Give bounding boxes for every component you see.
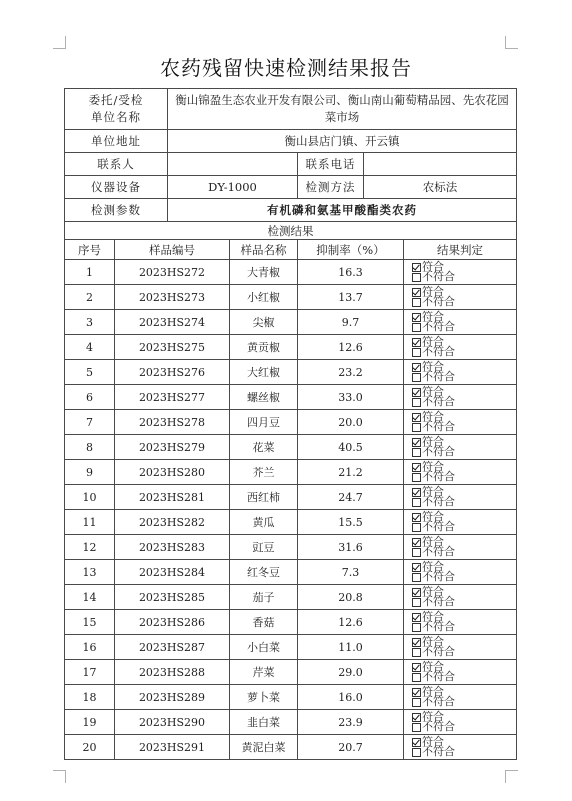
table-row <box>65 260 517 285</box>
row-judgement <box>404 360 517 385</box>
judge-option-label: 符合 <box>422 510 444 523</box>
param-label: 检测参数 <box>65 199 168 222</box>
judge-option-fail <box>412 672 516 682</box>
row-inhibition-rate: 24.7 <box>298 485 404 510</box>
judge-option-label: 符合 <box>422 285 444 298</box>
row-sample-code: 2023HS278 <box>115 410 230 435</box>
row-sample-code: 2023HS287 <box>115 635 230 660</box>
table-row <box>65 735 517 760</box>
section-title: 检测结果 <box>65 222 517 240</box>
checkbox-icon[interactable] <box>412 698 421 707</box>
checked-checkbox-icon[interactable] <box>412 438 421 447</box>
row-no: 13 <box>65 560 115 585</box>
judge-option-label: 不符合 <box>422 345 455 358</box>
column-header-name: 样品名称 <box>230 240 298 260</box>
row-no: 15 <box>65 610 115 635</box>
row-no: 6 <box>65 385 115 410</box>
judge-option-label: 不符合 <box>422 270 455 283</box>
corner-mark-top-left <box>53 36 66 49</box>
row-sample-name: 红冬豆 <box>230 560 298 585</box>
row-judgement <box>404 260 517 285</box>
judge-option-label: 符合 <box>422 335 444 348</box>
judge-option-label: 不符合 <box>422 470 455 483</box>
phone-label: 联系电话 <box>298 153 364 176</box>
row-sample-name: 韭白菜 <box>230 710 298 735</box>
row-sample-name: 尖椒 <box>230 310 298 335</box>
judge-option-label: 不符合 <box>422 645 455 658</box>
checkbox-icon[interactable] <box>412 473 421 482</box>
table-row <box>65 560 517 585</box>
row-sample-name: 小红椒 <box>230 285 298 310</box>
row-sample-name: 小白菜 <box>230 635 298 660</box>
phone-value <box>364 153 517 176</box>
row-inhibition-rate: 20.0 <box>298 410 404 435</box>
row-sample-name: 四月豆 <box>230 410 298 435</box>
row-judgement <box>404 585 517 610</box>
judge-option-label: 符合 <box>422 685 444 698</box>
row-inhibition-rate: 31.6 <box>298 535 404 560</box>
table-row <box>65 685 517 710</box>
judge-option-label: 不符合 <box>422 520 455 533</box>
judge-option-fail <box>412 297 516 307</box>
judge-option-fail <box>412 372 516 382</box>
device-label: 仪器设备 <box>65 176 168 199</box>
address-value: 衡山县店门镇、开云镇 <box>168 130 517 153</box>
judge-option-label: 符合 <box>422 535 444 548</box>
row-sample-code: 2023HS281 <box>115 485 230 510</box>
method-label: 检测方法 <box>298 176 364 199</box>
checkbox-icon[interactable] <box>412 723 421 732</box>
judge-option-label: 不符合 <box>422 720 455 733</box>
checked-checkbox-icon[interactable] <box>412 288 421 297</box>
table-row <box>65 510 517 535</box>
row-inhibition-rate: 15.5 <box>298 510 404 535</box>
row-sample-code: 2023HS275 <box>115 335 230 360</box>
judge-option-label: 不符合 <box>422 395 455 408</box>
judge-option-fail <box>412 397 516 407</box>
judge-option-fail <box>412 722 516 732</box>
row-sample-name: 大红椒 <box>230 360 298 385</box>
judge-option-label: 符合 <box>422 710 444 723</box>
row-no: 17 <box>65 660 115 685</box>
row-no: 20 <box>65 735 115 760</box>
row-sample-code: 2023HS283 <box>115 535 230 560</box>
row-no: 19 <box>65 710 115 735</box>
row-sample-code: 2023HS282 <box>115 510 230 535</box>
judge-option-fail <box>412 497 516 507</box>
checkbox-icon[interactable] <box>412 398 421 407</box>
row-inhibition-rate: 9.7 <box>298 310 404 335</box>
judge-option-label: 符合 <box>422 735 444 748</box>
row-inhibition-rate: 20.8 <box>298 585 404 610</box>
checked-checkbox-icon[interactable] <box>412 738 421 747</box>
table-row <box>65 285 517 310</box>
checked-checkbox-icon[interactable] <box>412 463 421 472</box>
row-judgement <box>404 610 517 635</box>
table-row <box>65 360 517 385</box>
judge-option-label: 符合 <box>422 585 444 598</box>
judge-option-label: 不符合 <box>422 670 455 683</box>
judge-option-label: 不符合 <box>422 620 455 633</box>
judge-option-label: 符合 <box>422 310 444 323</box>
judge-option-label: 不符合 <box>422 695 455 708</box>
judge-option-label: 符合 <box>422 385 444 398</box>
judge-option-fail <box>412 272 516 282</box>
address-label: 单位地址 <box>65 130 168 153</box>
judge-option-fail <box>412 647 516 657</box>
table-row <box>65 585 517 610</box>
row-no: 10 <box>65 485 115 510</box>
checkbox-icon[interactable] <box>412 373 421 382</box>
checkbox-icon[interactable] <box>412 448 421 457</box>
judge-option-label: 不符合 <box>422 745 455 758</box>
row-judgement <box>404 685 517 710</box>
row-sample-name: 黄瓜 <box>230 510 298 535</box>
row-no: 11 <box>65 510 115 535</box>
row-judgement <box>404 385 517 410</box>
judge-option-fail <box>412 322 516 332</box>
client-label: 委托/受检 单位名称 <box>65 89 168 130</box>
judge-option-label: 不符合 <box>422 370 455 383</box>
row-sample-code: 2023HS280 <box>115 460 230 485</box>
checked-checkbox-icon[interactable] <box>412 713 421 722</box>
row-sample-name: 黄贡椒 <box>230 335 298 360</box>
row-sample-name: 黄泥白菜 <box>230 735 298 760</box>
judge-option-fail <box>412 472 516 482</box>
row-sample-name: 萝卜菜 <box>230 685 298 710</box>
row-inhibition-rate: 40.5 <box>298 435 404 460</box>
row-no: 3 <box>65 310 115 335</box>
checkbox-icon[interactable] <box>412 548 421 557</box>
checked-checkbox-icon[interactable] <box>412 513 421 522</box>
judge-option-label: 不符合 <box>422 320 455 333</box>
row-judgement <box>404 460 517 485</box>
table-row <box>65 385 517 410</box>
row-no: 9 <box>65 460 115 485</box>
row-sample-name: 西红柿 <box>230 485 298 510</box>
checked-checkbox-icon[interactable] <box>412 338 421 347</box>
row-inhibition-rate: 23.2 <box>298 360 404 385</box>
row-inhibition-rate: 11.0 <box>298 635 404 660</box>
row-sample-name: 螺丝椒 <box>230 385 298 410</box>
row-inhibition-rate: 23.9 <box>298 710 404 735</box>
row-inhibition-rate: 12.6 <box>298 610 404 635</box>
table-row <box>65 485 517 510</box>
column-header-no: 序号 <box>65 240 115 260</box>
row-sample-code: 2023HS286 <box>115 610 230 635</box>
row-sample-name: 香菇 <box>230 610 298 635</box>
judge-option-label: 符合 <box>422 410 444 423</box>
row-judgement <box>404 560 517 585</box>
checked-checkbox-icon[interactable] <box>412 388 421 397</box>
row-judgement <box>404 335 517 360</box>
judge-option-label: 符合 <box>422 660 444 673</box>
device-value: DY-1000 <box>168 176 298 199</box>
judge-option-fail <box>412 622 516 632</box>
row-judgement <box>404 735 517 760</box>
checkbox-icon[interactable] <box>412 348 421 357</box>
row-sample-code: 2023HS285 <box>115 585 230 610</box>
row-no: 18 <box>65 685 115 710</box>
row-judgement <box>404 435 517 460</box>
table-row <box>65 635 517 660</box>
judge-option-fail <box>412 572 516 582</box>
row-no: 4 <box>65 335 115 360</box>
row-judgement <box>404 310 517 335</box>
judge-option-label: 不符合 <box>422 595 455 608</box>
row-judgement <box>404 285 517 310</box>
corner-mark-top-right <box>505 36 518 49</box>
checkbox-icon[interactable] <box>412 498 421 507</box>
row-sample-code: 2023HS272 <box>115 260 230 285</box>
row-sample-code: 2023HS279 <box>115 435 230 460</box>
checked-checkbox-icon[interactable] <box>412 688 421 697</box>
judge-option-fail <box>412 347 516 357</box>
checkbox-icon[interactable] <box>412 298 421 307</box>
table-row <box>65 310 517 335</box>
judge-option-label: 不符合 <box>422 445 455 458</box>
checkbox-icon[interactable] <box>412 523 421 532</box>
judge-option-fail <box>412 422 516 432</box>
row-sample-name: 芹菜 <box>230 660 298 685</box>
row-sample-code: 2023HS289 <box>115 685 230 710</box>
row-judgement <box>404 660 517 685</box>
row-sample-code: 2023HS288 <box>115 660 230 685</box>
table-row <box>65 660 517 685</box>
checkbox-icon[interactable] <box>412 673 421 682</box>
checkbox-icon[interactable] <box>412 623 421 632</box>
row-judgement <box>404 410 517 435</box>
row-sample-code: 2023HS284 <box>115 560 230 585</box>
judge-option-fail <box>412 547 516 557</box>
row-judgement <box>404 710 517 735</box>
table-row <box>65 335 517 360</box>
param-value: 有机磷和氨基甲酸酯类农药 <box>168 199 517 222</box>
checkbox-icon[interactable] <box>412 573 421 582</box>
row-inhibition-rate: 29.0 <box>298 660 404 685</box>
checked-checkbox-icon[interactable] <box>412 638 421 647</box>
table-row <box>65 610 517 635</box>
row-judgement <box>404 485 517 510</box>
judge-option-label: 符合 <box>422 485 444 498</box>
client-value: 衡山锦盈生态农业开发有限公司、衡山南山葡萄精品园、先农花园菜市场 <box>168 89 517 130</box>
method-value: 农标法 <box>364 176 517 199</box>
corner-mark-bottom-left <box>53 770 66 783</box>
checkbox-icon[interactable] <box>412 323 421 332</box>
judge-option-label: 符合 <box>422 560 444 573</box>
judge-option-fail <box>412 522 516 532</box>
row-inhibition-rate: 20.7 <box>298 735 404 760</box>
row-no: 2 <box>65 285 115 310</box>
column-header-code: 样品编号 <box>115 240 230 260</box>
judge-option-fail <box>412 747 516 757</box>
checked-checkbox-icon[interactable] <box>412 613 421 622</box>
row-inhibition-rate: 13.7 <box>298 285 404 310</box>
row-sample-code: 2023HS291 <box>115 735 230 760</box>
row-inhibition-rate: 16.3 <box>298 260 404 285</box>
checked-checkbox-icon[interactable] <box>412 413 421 422</box>
row-judgement <box>404 535 517 560</box>
column-header-rate: 抑制率（%） <box>298 240 404 260</box>
row-sample-code: 2023HS290 <box>115 710 230 735</box>
table-row <box>65 535 517 560</box>
contact-label: 联系人 <box>65 153 168 176</box>
checkbox-icon[interactable] <box>412 423 421 432</box>
row-inhibition-rate: 16.0 <box>298 685 404 710</box>
judge-option-label: 符合 <box>422 435 444 448</box>
checked-checkbox-icon[interactable] <box>412 538 421 547</box>
judge-option-label: 符合 <box>422 460 444 473</box>
row-judgement <box>404 635 517 660</box>
judge-option-fail <box>412 697 516 707</box>
checked-checkbox-icon[interactable] <box>412 663 421 672</box>
row-judgement <box>404 510 517 535</box>
row-sample-name: 大青椒 <box>230 260 298 285</box>
row-sample-name: 豇豆 <box>230 535 298 560</box>
row-no: 16 <box>65 635 115 660</box>
row-no: 5 <box>65 360 115 385</box>
table-row <box>65 710 517 735</box>
row-no: 12 <box>65 535 115 560</box>
corner-mark-bottom-right <box>505 770 518 783</box>
checked-checkbox-icon[interactable] <box>412 363 421 372</box>
row-sample-name: 芥兰 <box>230 460 298 485</box>
column-header-judge: 结果判定 <box>404 240 517 260</box>
judge-option-label: 符合 <box>422 610 444 623</box>
judge-option-label: 不符合 <box>422 420 455 433</box>
judge-option-label: 不符合 <box>422 570 455 583</box>
judge-option-label: 符合 <box>422 360 444 373</box>
judge-option-label: 符合 <box>422 635 444 648</box>
judge-option-label: 不符合 <box>422 545 455 558</box>
table-row <box>65 460 517 485</box>
judge-option-label: 不符合 <box>422 495 455 508</box>
report-title: 农药残留快速检测结果报告 <box>160 56 412 80</box>
checked-checkbox-icon[interactable] <box>412 313 421 322</box>
judge-option-fail <box>412 447 516 457</box>
row-sample-name: 花菜 <box>230 435 298 460</box>
checked-checkbox-icon[interactable] <box>412 563 421 572</box>
row-inhibition-rate: 7.3 <box>298 560 404 585</box>
checked-checkbox-icon[interactable] <box>412 488 421 497</box>
checked-checkbox-icon[interactable] <box>412 263 421 272</box>
row-no: 1 <box>65 260 115 285</box>
checkbox-icon[interactable] <box>412 648 421 657</box>
table-row <box>65 435 517 460</box>
row-inhibition-rate: 12.6 <box>298 335 404 360</box>
checked-checkbox-icon[interactable] <box>412 588 421 597</box>
checkbox-icon[interactable] <box>412 273 421 282</box>
row-sample-name: 茄子 <box>230 585 298 610</box>
judge-option-label: 符合 <box>422 260 444 273</box>
row-sample-code: 2023HS273 <box>115 285 230 310</box>
row-no: 14 <box>65 585 115 610</box>
judge-option-label: 不符合 <box>422 295 455 308</box>
row-sample-code: 2023HS274 <box>115 310 230 335</box>
checkbox-icon[interactable] <box>412 598 421 607</box>
table-row <box>65 410 517 435</box>
row-inhibition-rate: 21.2 <box>298 460 404 485</box>
row-no: 8 <box>65 435 115 460</box>
contact-value <box>168 153 298 176</box>
row-sample-code: 2023HS277 <box>115 385 230 410</box>
report-table <box>64 88 517 760</box>
judge-option-fail <box>412 597 516 607</box>
row-inhibition-rate: 33.0 <box>298 385 404 410</box>
checkbox-icon[interactable] <box>412 748 421 757</box>
row-no: 7 <box>65 410 115 435</box>
row-sample-code: 2023HS276 <box>115 360 230 385</box>
